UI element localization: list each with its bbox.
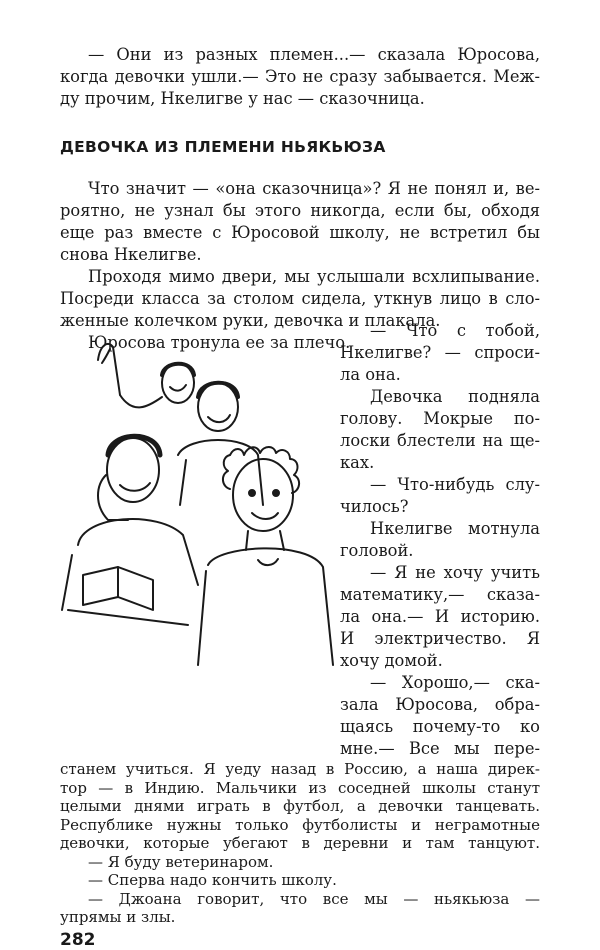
text-line: Проходя мимо двери, мы услышали всхлипывание. bbox=[88, 267, 540, 286]
page-number: 282 bbox=[60, 930, 96, 950]
text-line: — Что с тобой, bbox=[370, 321, 540, 340]
text-line: голову. Мокрые по- bbox=[340, 409, 540, 428]
text-line: тор — в Индию. Мальчики из соседней школы станут bbox=[60, 778, 540, 797]
boy-hand-on-cheek bbox=[62, 436, 198, 625]
text-line: — Сперва надо кончить школу. bbox=[88, 871, 337, 889]
text-line: Республике нужны только футболисты и неграмотные bbox=[60, 815, 540, 834]
text-line: Что значит — «она сказочница»? Я не понял и, ве- bbox=[88, 179, 540, 198]
text-line: мне.— Все мы пере- bbox=[340, 739, 540, 758]
text-line: — Что-нибудь слу- bbox=[370, 475, 540, 494]
text-line: лоски блестели на ще- bbox=[340, 431, 540, 450]
text-line: Посреди класса за столом сидела, уткнув лицо в сло- bbox=[60, 289, 540, 308]
text-line: Нкелигве? — спроси- bbox=[340, 343, 540, 362]
text-line: — Они из разных племен...— сказала Юросова, bbox=[88, 45, 540, 64]
text-line: — Хорошо,— ска- bbox=[370, 673, 540, 692]
text-line: девочки, которые убегают в деревни и там танцуют. bbox=[60, 834, 540, 852]
classroom-illustration bbox=[58, 335, 338, 685]
text-line: — Джоана говорит, что все мы — ньякьюза — bbox=[88, 889, 540, 908]
text-line: Юросова тронула ее за плечо. bbox=[88, 333, 351, 352]
text-line: упрямы и злы. bbox=[60, 908, 176, 926]
text-line: снова Нкелигве. bbox=[60, 245, 202, 264]
text-line: Девочка подняла bbox=[370, 387, 540, 406]
text-line: ках. bbox=[340, 453, 375, 472]
text-line: — Я не хочу учить bbox=[370, 563, 540, 582]
text-line: когда девочки ушли.— Это не сразу забывается. Меж- bbox=[60, 67, 540, 86]
chapter-heading: ДЕВОЧКА ИЗ ПЛЕМЕНИ НЬЯКЬЮЗА bbox=[60, 138, 386, 156]
text-line: Нкелигве мотнула bbox=[370, 519, 540, 538]
text-line: ла она.— И историю. bbox=[340, 607, 540, 626]
text-line: роятно, не узнал бы этого никогда, если бы, обходя bbox=[60, 201, 540, 220]
text-line: зала Юросова, обра- bbox=[340, 695, 540, 714]
middle-boy bbox=[178, 383, 263, 505]
text-line: целыми днями играть в футбол, а девочки танцевать. bbox=[60, 797, 540, 815]
girl-curly-hair bbox=[198, 447, 333, 665]
text-line: станем учиться. Я уеду назад в Россию, а наша дирек- bbox=[60, 760, 540, 778]
raised-hand-boy bbox=[98, 344, 194, 407]
text-line: И электричество. Я bbox=[340, 629, 540, 648]
text-line: женные колечком руки, девочка и плакала. bbox=[60, 311, 441, 330]
text-line: математику,— сказа- bbox=[340, 585, 540, 604]
text-line: — Я буду ветеринаром. bbox=[88, 852, 274, 871]
text-line: ла она. bbox=[340, 365, 401, 384]
text-line: ду прочим, Нкелигве у нас — сказочница. bbox=[60, 89, 425, 108]
text-line: головой. bbox=[340, 541, 414, 560]
text-line: еще раз вместе с Юросовой школу, не встретил бы bbox=[60, 223, 540, 242]
text-line: чилось? bbox=[340, 497, 409, 516]
text-line: хочу домой. bbox=[340, 651, 443, 670]
text-line: щаясь почему-то ко bbox=[340, 717, 540, 736]
